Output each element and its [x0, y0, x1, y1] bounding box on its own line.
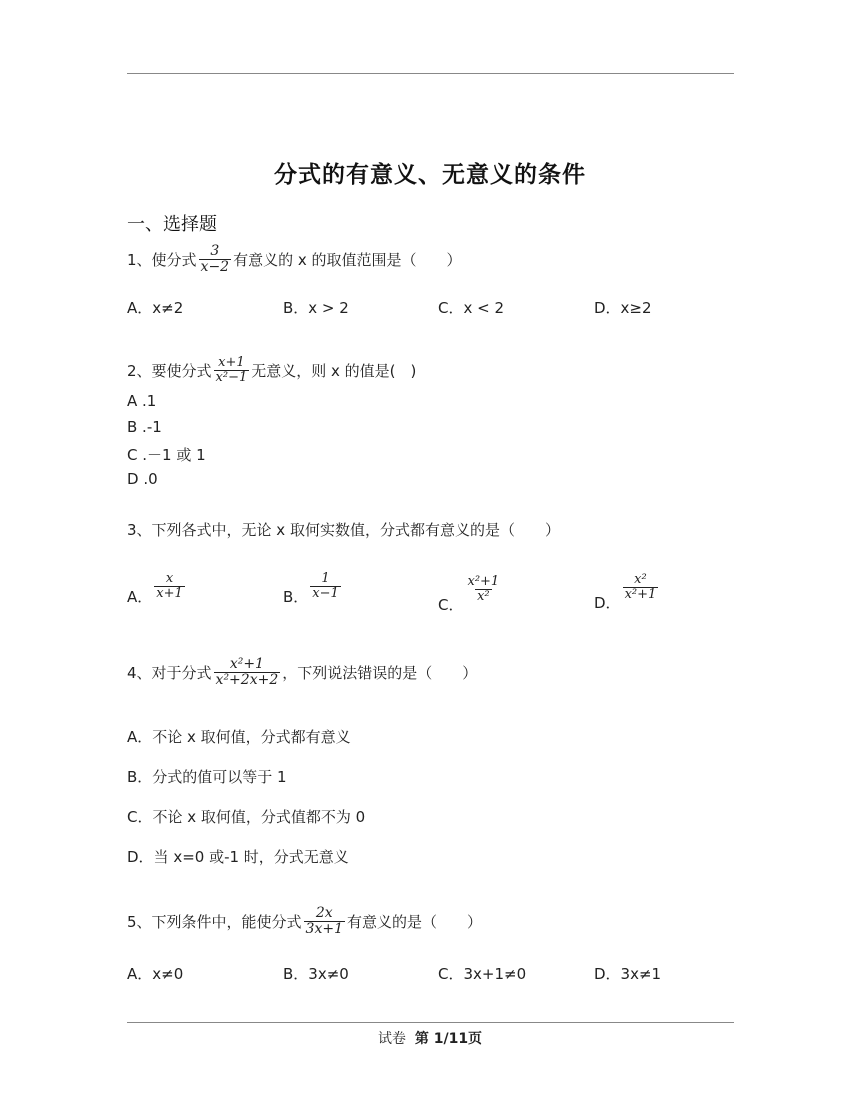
- q1-fraction: [199, 244, 232, 274]
- q1-option-d[interactable]: D．x≥2: [594, 299, 652, 317]
- footer-rule: [127, 1022, 734, 1023]
- q4-prefix: 4、对于分式: [127, 663, 212, 682]
- q4-fraction: [214, 657, 281, 687]
- question-2-stem: [127, 356, 416, 384]
- q3-d-num: x²: [634, 572, 647, 588]
- q3-option-b[interactable]: [283, 566, 343, 607]
- footer-label: 试卷: [377, 1031, 406, 1047]
- q5-prefix: 5、下列条件中，能使分式: [127, 912, 302, 931]
- q3-b-den: x−1: [312, 586, 339, 601]
- q5-option-d[interactable]: D．3x≠1: [594, 965, 662, 983]
- q4-frac-num: x²+1: [229, 656, 264, 672]
- q1-suffix: 有意义的 x 的取值范围是（ ）: [233, 250, 462, 269]
- q2-prefix: 2、要使分式: [127, 361, 212, 380]
- q4-option-c[interactable]: C．不论 x 取何值，分式值都不为 0: [127, 808, 366, 826]
- q2-option-b[interactable]: B .-1: [127, 418, 162, 436]
- page-footer: [0, 1028, 860, 1048]
- q3-c-den: x²: [477, 589, 490, 604]
- footer-page-number: 第 1/11页: [414, 1031, 483, 1047]
- q2-frac-num: x+1: [218, 355, 245, 370]
- q3-a-den: x+1: [156, 586, 183, 601]
- q3-option-b-label: B．: [283, 588, 309, 606]
- header-rule: [127, 73, 734, 74]
- q5-option-c[interactable]: C．3x+1≠0: [438, 965, 527, 983]
- q3-a-num: x: [165, 571, 174, 587]
- q3-option-d-label: D．: [594, 594, 621, 612]
- q1-option-b[interactable]: B．x > 2: [283, 299, 349, 317]
- q5-frac-num: 2x: [315, 905, 333, 921]
- q5-frac-den: 3x+1: [305, 920, 343, 937]
- q3-c-num: x²+1: [467, 574, 500, 590]
- q3-d-den: x²+1: [624, 587, 657, 602]
- q4-option-d[interactable]: D．当 x=0 或-1 时，分式无意义: [127, 848, 349, 866]
- q1-frac-den: x−2: [200, 258, 230, 275]
- q2-fraction: [214, 356, 250, 384]
- q5-suffix: 有意义的是（ ）: [347, 912, 483, 931]
- question-4-stem: [127, 657, 477, 687]
- q2-suffix: 无意义，则 x 的值是( ): [251, 361, 417, 380]
- q2-option-a[interactable]: A .1: [127, 392, 157, 410]
- q2-frac-den: x²−1: [215, 369, 248, 385]
- question-3-stem: 3、下列各式中，无论 x 取何实数值，分式都有意义的是（ ）: [127, 521, 560, 539]
- q3-option-d-fraction: [623, 573, 659, 601]
- q4-suffix: ，下列说法错误的是（ ）: [282, 663, 478, 682]
- q4-option-b[interactable]: B．分式的值可以等于 1: [127, 768, 287, 786]
- page-title: 分式的有意义、无意义的条件: [274, 162, 586, 188]
- q1-option-c[interactable]: C．x < 2: [438, 299, 504, 317]
- q4-frac-den: x²+2x+2: [215, 671, 279, 688]
- q1-frac-num: 3: [210, 243, 220, 259]
- q5-option-a[interactable]: A．x≠0: [127, 965, 184, 983]
- q3-option-c[interactable]: [438, 564, 503, 615]
- q2-option-d[interactable]: D .0: [127, 470, 158, 488]
- question-1-stem: [127, 244, 462, 274]
- q2-option-c[interactable]: C .－1 或 1: [127, 446, 206, 464]
- q3-option-c-label: C．: [438, 596, 464, 614]
- q3-option-a-label: A．: [127, 588, 153, 606]
- q3-option-a-fraction: [154, 572, 185, 600]
- q1-option-a[interactable]: A．x≠2: [127, 299, 184, 317]
- q5-option-b[interactable]: B．3x≠0: [283, 965, 349, 983]
- q3-option-a[interactable]: [127, 566, 187, 607]
- q3-option-d[interactable]: [594, 562, 660, 613]
- q3-option-b-fraction: [310, 572, 341, 600]
- q5-fraction: [304, 906, 345, 936]
- q4-option-a[interactable]: A．不论 x 取何值，分式都有意义: [127, 728, 351, 746]
- question-5-stem: [127, 906, 482, 936]
- q3-b-num: 1: [321, 571, 330, 587]
- section-heading: 一、选择题: [127, 214, 217, 235]
- q3-option-c-fraction: [465, 575, 501, 603]
- q1-prefix: 1、使分式: [127, 250, 197, 269]
